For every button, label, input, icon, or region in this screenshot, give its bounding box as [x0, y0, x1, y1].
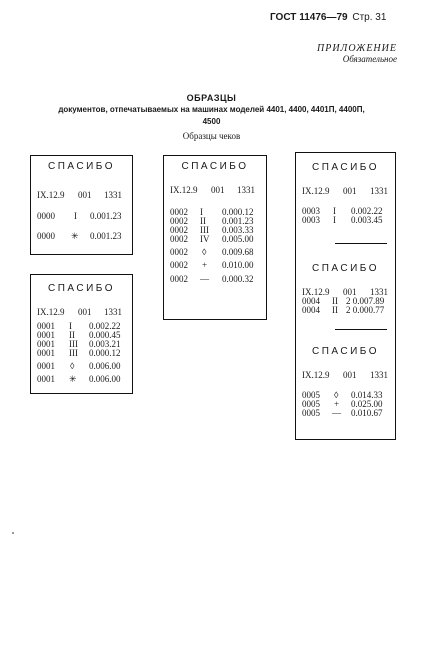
- appendix-label: [317, 43, 397, 64]
- receipt-row-dept: —: [332, 408, 341, 418]
- document-subtitle: [0, 104, 423, 128]
- receipt-row-amount: 0.000.12: [222, 207, 254, 217]
- receipt-date: IX.12.9: [37, 307, 65, 317]
- receipt-row-amount: 0.009.68: [222, 247, 254, 257]
- section-separator: [335, 329, 387, 330]
- section-title: Образцы чеков: [182, 131, 241, 141]
- receipt-register: 001: [78, 190, 92, 200]
- receipt-row-number: 0001: [37, 339, 55, 349]
- receipt-2: [163, 155, 267, 320]
- page-header: [270, 12, 386, 23]
- receipt-row-dept: ◊: [70, 361, 75, 371]
- document-subtitle-line: 4500: [202, 117, 221, 126]
- receipt-thanks: СПАСИБО: [48, 161, 115, 172]
- receipt-row-number: 0005: [302, 390, 320, 400]
- appendix-subtitle: Обязательное: [342, 54, 397, 64]
- appendix-title: ПРИЛОЖЕНИЕ: [317, 43, 397, 54]
- receipt-row-number: 0000: [37, 231, 55, 241]
- receipt-row-amount: 0.002.22: [351, 206, 383, 216]
- receipt-row-amount: 0.000.32: [222, 274, 254, 284]
- receipt-register: 001: [343, 287, 357, 297]
- receipt-3: [30, 274, 133, 394]
- receipt-row-amount: 2 0.000.77: [346, 305, 385, 315]
- receipt-4: [295, 152, 396, 440]
- receipt-row-amount: 0.001.23: [90, 211, 122, 221]
- receipt-register: 001: [211, 185, 225, 195]
- receipt-thanks: СПАСИБО: [312, 346, 379, 357]
- receipt-date: IX.12.9: [170, 185, 198, 195]
- receipt-row-dept: IV: [200, 234, 210, 244]
- receipt-row-amount: 2 0.007.89: [346, 296, 385, 306]
- receipt-row-dept: I: [200, 207, 203, 217]
- receipt-row-dept: I: [333, 215, 336, 225]
- receipt-row-dept: II: [200, 216, 206, 226]
- receipt-row-amount: 0.000.45: [89, 330, 121, 340]
- receipt-row-dept: ◊: [202, 247, 207, 257]
- receipt-row-dept: II: [332, 305, 338, 315]
- receipt-row-number: 0005: [302, 408, 320, 418]
- receipt-row-dept: II: [332, 296, 338, 306]
- receipt-row-dept: III: [200, 225, 209, 235]
- receipt-code: 1331: [237, 185, 255, 195]
- receipt-thanks: СПАСИБО: [48, 283, 115, 294]
- receipt-row-number: 0003: [302, 206, 320, 216]
- receipt-code: 1331: [370, 287, 388, 297]
- receipt-row-amount: 0.001.23: [222, 216, 254, 226]
- receipt-row-number: 0002: [170, 260, 188, 270]
- receipt-date: IX.12.9: [302, 287, 330, 297]
- receipt-row-dept: I: [333, 206, 336, 216]
- receipt-row-amount: 0.003.33: [222, 225, 254, 235]
- receipt-row-number: 0004: [302, 296, 320, 306]
- receipt-row-amount: 0.005.00: [222, 234, 254, 244]
- receipt-row-dept: ✳: [71, 231, 79, 241]
- receipt-row-amount: 0.000.12: [89, 348, 121, 358]
- receipt-row-number: 0002: [170, 274, 188, 284]
- receipt-row-number: 0001: [37, 330, 55, 340]
- receipt-date: IX.12.9: [37, 190, 65, 200]
- receipt-row-number: 0003: [302, 215, 320, 225]
- receipt-row-number: 0000: [37, 211, 55, 221]
- receipt-row-number: 0005: [302, 399, 320, 409]
- receipt-code: 1331: [370, 186, 388, 196]
- receipt-row-number: 0001: [37, 321, 55, 331]
- receipt-row-number: 0002: [170, 234, 188, 244]
- receipt-thanks: СПАСИБО: [312, 162, 379, 173]
- receipt-row-amount: 0.010.00: [222, 260, 254, 270]
- receipt-row-number: 0002: [170, 216, 188, 226]
- receipt-row-dept: I: [74, 211, 77, 221]
- receipt-row-dept: III: [69, 339, 78, 349]
- receipt-row-dept: II: [69, 330, 75, 340]
- receipt-row-amount: 0.002.22: [89, 321, 121, 331]
- receipt-row-amount: 0.006.00: [89, 374, 121, 384]
- receipt-row-amount: 0.001.23: [90, 231, 122, 241]
- receipt-row-amount: 0.025.00: [351, 399, 383, 409]
- section-separator: [335, 243, 387, 244]
- receipt-date: IX.12.9: [302, 370, 330, 380]
- receipt-row-dept: +: [334, 399, 340, 409]
- receipt-code: 1331: [370, 370, 388, 380]
- receipt-row-amount: 0.003.21: [89, 339, 121, 349]
- receipt-row-amount: 0.003.45: [351, 215, 383, 225]
- receipt-thanks: СПАСИБО: [181, 161, 249, 172]
- receipt-register: 001: [343, 370, 357, 380]
- receipt-row-dept: I: [69, 321, 72, 331]
- receipt-row-number: 0002: [170, 207, 188, 217]
- receipt-code: 1331: [104, 307, 122, 317]
- receipt-1: [30, 155, 133, 255]
- receipt-row-number: 0001: [37, 361, 55, 371]
- document-title: ОБРАЗЦЫ: [186, 93, 237, 103]
- document-subtitle-line: документов, отпечатываемых на машинах моделей 4401, 4400, 4401П, 4400П,: [58, 105, 365, 114]
- receipt-row-number: 0001: [37, 348, 55, 358]
- receipt-row-number: 0004: [302, 305, 320, 315]
- receipt-row-amount: 0.010.67: [351, 408, 383, 418]
- scan-speck: [12, 532, 14, 534]
- receipt-row-dept: ◊: [334, 390, 339, 400]
- standard-number: 11476—79: [299, 12, 348, 23]
- receipt-row-amount: 0.006.00: [89, 361, 121, 371]
- receipt-code: 1331: [104, 190, 122, 200]
- receipt-thanks: СПАСИБО: [312, 263, 379, 274]
- page-number: Стр. 31: [352, 12, 387, 23]
- receipt-row-dept: —: [200, 274, 209, 284]
- receipt-row-dept: +: [202, 260, 208, 270]
- receipt-row-number: 0001: [37, 374, 55, 384]
- receipt-date: IX.12.9: [302, 186, 330, 196]
- standard-label: ГОСТ: [270, 12, 297, 23]
- receipt-row-number: 0002: [170, 225, 188, 235]
- receipt-row-number: 0002: [170, 247, 188, 257]
- receipt-row-amount: 0.014.33: [351, 390, 383, 400]
- receipt-register: 001: [343, 186, 357, 196]
- receipt-row-dept: III: [69, 348, 78, 358]
- receipt-row-dept: ✳: [69, 374, 77, 384]
- receipt-register: 001: [78, 307, 92, 317]
